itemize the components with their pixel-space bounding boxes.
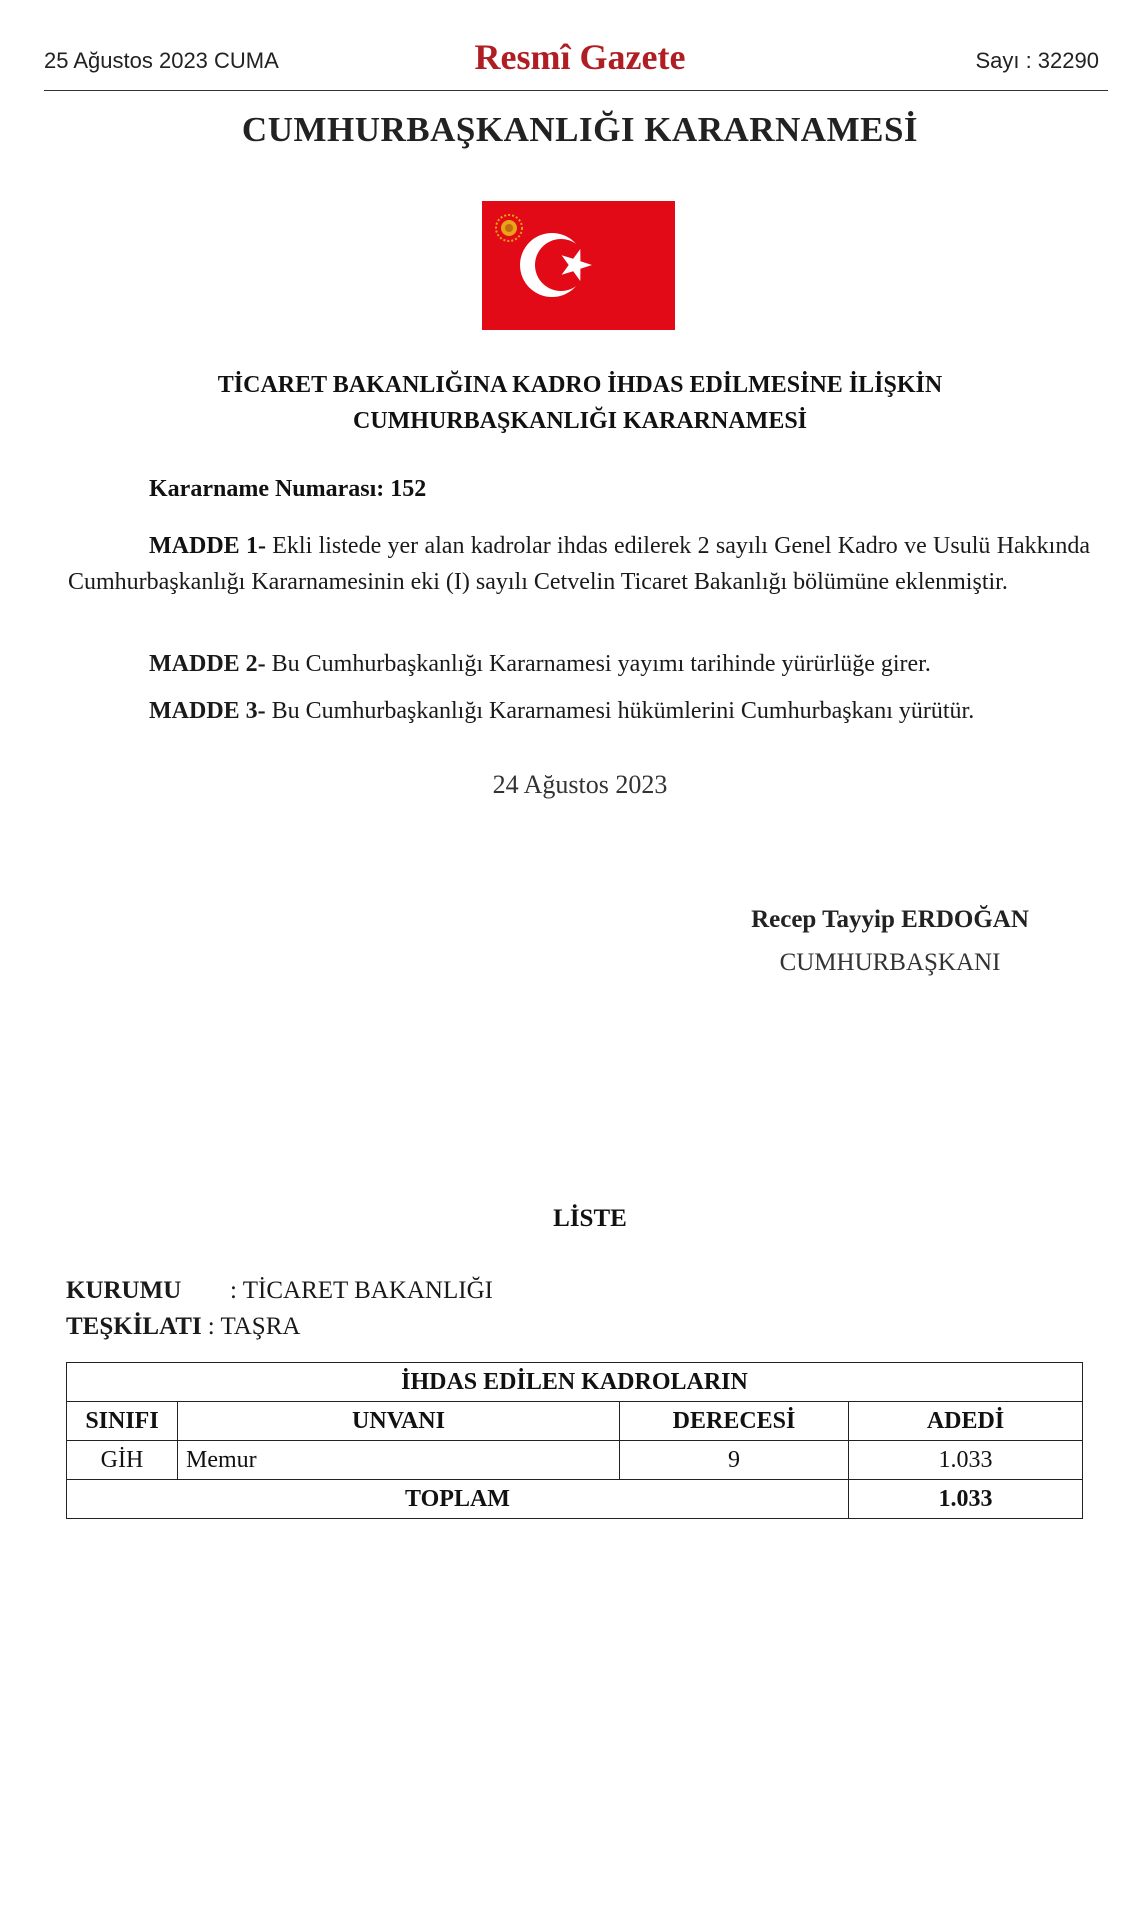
signatory-name: Recep Tayyip ERDOĞAN — [751, 906, 1029, 933]
institution-line — [66, 1277, 493, 1305]
decree-number: Kararname Numarası: 152 — [149, 476, 427, 502]
column-header-unvani: UNVANI — [178, 1402, 620, 1441]
header-divider — [44, 90, 1108, 91]
organization-line — [66, 1313, 300, 1341]
gazette-date: 25 Ağustos 2023 CUMA — [44, 48, 279, 73]
decree-title — [80, 367, 1080, 439]
gazette-issue-number: Sayı : 32290 — [975, 48, 1099, 73]
article-3-label: MADDE 3- — [149, 698, 266, 724]
table-total-row — [67, 1480, 1083, 1519]
article-1-text: Ekli listede yer alan kadrolar ihdas edilerek 2 sayılı Genel Kadro ve Usulü Hakkında Cumhurbaşkanlığı Kararnamesinin eki (I) sayılı Cetvelin Ticaret Bakanlığı bölümüne eklenmiştir. — [68, 533, 1090, 595]
cell-unvani: Memur — [178, 1441, 620, 1480]
column-header-adedi: ADEDİ — [849, 1402, 1083, 1441]
institution-label: KURUMU — [66, 1277, 182, 1304]
article-1-label: MADDE 1- — [149, 533, 266, 559]
page-title: CUMHURBAŞKANLIĞI KARARNAMESİ — [241, 110, 919, 149]
article-2-text: Bu Cumhurbaşkanlığı Kararnamesi yayımı tarihinde yürürlüğe girer. — [265, 651, 931, 677]
total-label: TOPLAM — [67, 1480, 849, 1519]
organization-value: : TAŞRA — [207, 1313, 301, 1340]
decree-title-line-1: TİCARET BAKANLIĞINA KADRO İHDAS EDİLMESİNE İLİŞKİN — [217, 372, 943, 398]
article-1 — [68, 528, 1090, 600]
table-caption: İHDAS EDİLEN KADROLARIN — [67, 1363, 1083, 1402]
cell-adedi: 1.033 — [849, 1441, 1083, 1480]
institution-value: : TİCARET BAKANLIĞI — [230, 1277, 493, 1304]
table-header-row — [67, 1402, 1083, 1441]
article-3 — [149, 693, 974, 729]
decree-title-line-2: CUMHURBAŞKANLIĞI KARARNAMESİ — [352, 408, 808, 434]
cell-derecesi: 9 — [620, 1441, 849, 1480]
column-header-derecesi: DERECESİ — [620, 1402, 849, 1441]
positions-table — [66, 1362, 1083, 1519]
article-3-text: Bu Cumhurbaşkanlığı Kararnamesi hükümlerini Cumhurbaşkanı yürütür. — [265, 698, 975, 724]
article-2-label: MADDE 2- — [149, 651, 266, 677]
decree-date: 24 Ağustos 2023 — [492, 770, 668, 799]
list-heading: LİSTE — [553, 1205, 627, 1232]
column-header-sinifi: SINIFI — [67, 1402, 178, 1441]
turkish-flag-icon — [482, 201, 675, 330]
total-value: 1.033 — [849, 1480, 1083, 1519]
cell-sinifi: GİH — [67, 1441, 178, 1480]
table-row — [67, 1441, 1083, 1480]
organization-label: TEŞKİLATI — [66, 1313, 202, 1340]
gazette-name: Resmî Gazete — [474, 37, 686, 77]
signatory-title: CUMHURBAŞKANI — [779, 949, 1001, 976]
article-2 — [149, 646, 931, 682]
